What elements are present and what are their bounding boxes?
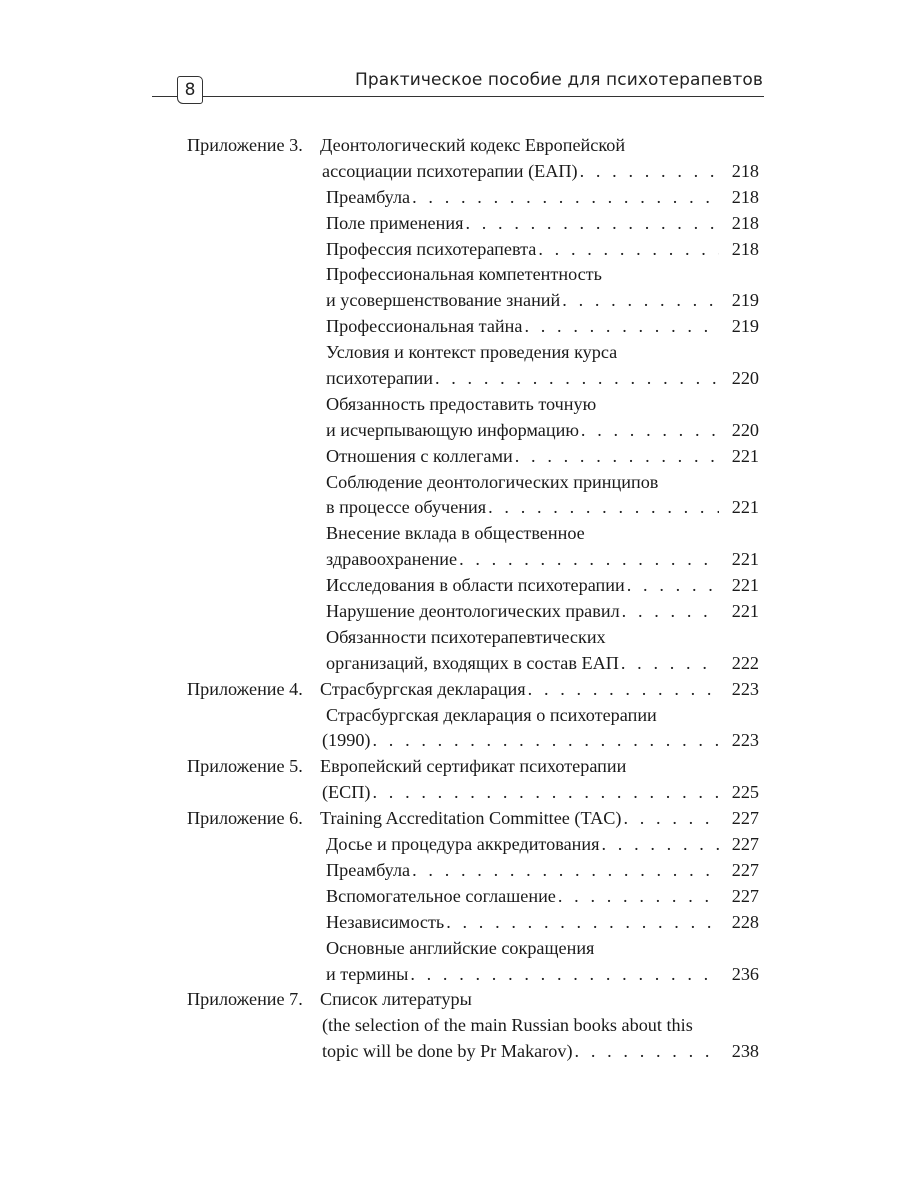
- toc-row: [0, 340, 900, 366]
- toc-row: [0, 884, 900, 910]
- toc-entry: [326, 962, 900, 988]
- toc-entry-title: Независимость: [326, 910, 446, 936]
- toc-row: [0, 159, 900, 185]
- toc-entry: [326, 547, 900, 573]
- toc-page-number: 220: [731, 419, 759, 440]
- toc-page-number: 227: [731, 859, 759, 880]
- appendix-label: Приложение 3.: [187, 135, 303, 155]
- toc-entry-title: Training Accreditation Committee (TAC): [320, 806, 623, 832]
- toc-entry-title: ассоциации психотерапии (ЕАП): [322, 159, 580, 185]
- toc-entry: [326, 884, 900, 910]
- appendix-label: Приложение 4.: [187, 678, 303, 699]
- toc-entry-title: Поле применения: [326, 211, 465, 237]
- toc-row: [0, 910, 900, 936]
- toc-entry-title: Обязанность предоставить точную: [326, 393, 597, 414]
- dot-leader: [538, 237, 719, 263]
- toc-entry-title: (1990): [322, 728, 373, 754]
- toc-entry-title: и усовершенствование знаний: [326, 288, 562, 314]
- toc-page-number: 222: [731, 652, 759, 673]
- toc-page-number: 228: [731, 911, 759, 932]
- toc-row: [0, 133, 900, 159]
- toc-page-number: 218: [731, 186, 759, 207]
- toc-entry: [326, 211, 900, 237]
- dot-leader: [488, 495, 719, 521]
- toc-row: [0, 314, 900, 340]
- toc-entry: [326, 599, 900, 625]
- toc-entry: [320, 806, 900, 832]
- dot-leader: [459, 547, 719, 573]
- toc-row: [0, 599, 900, 625]
- toc-row: [0, 547, 900, 573]
- toc-page-number: 221: [731, 575, 759, 596]
- toc-entry-title: в процессе обучения: [326, 495, 488, 521]
- dot-leader: [373, 728, 720, 754]
- running-title: Практическое пособие для психотерапевтов: [355, 70, 763, 90]
- dot-leader: [621, 651, 719, 677]
- toc-row: [0, 677, 900, 703]
- header-rule-right: [202, 96, 764, 97]
- appendix-label: Приложение 7.: [187, 989, 303, 1010]
- toc-row: [0, 1039, 900, 1065]
- dot-leader: [515, 444, 719, 470]
- toc-entry: [326, 288, 900, 314]
- toc-row: [0, 728, 900, 754]
- toc-row: [0, 858, 900, 884]
- toc-page-number: 219: [731, 316, 759, 337]
- toc-row: [0, 780, 900, 806]
- appendix-label: Приложение 5.: [187, 756, 303, 777]
- toc-row: [0, 1013, 900, 1039]
- toc-page-number: 223: [731, 730, 759, 751]
- toc-entry-title: Соблюдение деонтологических принципов: [326, 471, 659, 492]
- toc-entry: [326, 573, 900, 599]
- toc-entry-title: Вспомогательное соглашение: [326, 884, 558, 910]
- toc-entry-title: Отношения с коллегами: [326, 444, 515, 470]
- toc-entry-title: Основные английские сокращения: [326, 937, 595, 958]
- toc-row: [0, 962, 900, 988]
- toc-entry-title: Условия и контекст проведения курса: [326, 342, 618, 363]
- dot-leader: [581, 418, 719, 444]
- toc-entry-title: Внесение вклада в общественное: [326, 523, 585, 544]
- toc-entry-title: Профессиональная компетентность: [326, 264, 602, 285]
- toc-page-number: 221: [731, 497, 759, 518]
- running-header: [0, 0, 900, 110]
- toc-page-number: 238: [731, 1041, 759, 1062]
- toc-page-number: 225: [731, 782, 759, 803]
- toc-entry-title: здравоохранение: [326, 547, 459, 573]
- toc-row: [0, 987, 900, 1013]
- dot-leader: [465, 211, 719, 237]
- toc-page-number: 221: [731, 445, 759, 466]
- dot-leader: [627, 573, 719, 599]
- toc-row: [0, 625, 900, 651]
- toc-row: [0, 936, 900, 962]
- toc-page-number: 218: [731, 160, 759, 181]
- toc-entry-title: Исследования в области психотерапии: [326, 573, 627, 599]
- dot-leader: [524, 314, 719, 340]
- toc-entry-title: Европейский сертификат психотерапии: [320, 756, 627, 777]
- toc-entry-title: Обязанности психотерапевтических: [326, 626, 606, 647]
- toc-row: [0, 288, 900, 314]
- dot-leader: [623, 806, 719, 832]
- toc-row: [0, 832, 900, 858]
- toc-page-number: 221: [731, 549, 759, 570]
- dot-leader: [558, 884, 719, 910]
- toc-entry: [326, 418, 900, 444]
- toc-entry-title: Список литературы: [320, 989, 472, 1010]
- toc-row: [0, 754, 900, 780]
- toc-row: [0, 573, 900, 599]
- toc-row: [0, 418, 900, 444]
- toc-entry: [326, 495, 900, 521]
- dot-leader: [412, 858, 719, 884]
- toc-entry-title: (ЕСП): [322, 780, 373, 806]
- toc-entry: [322, 1039, 900, 1065]
- toc-entry: [322, 159, 900, 185]
- dot-leader: [373, 780, 720, 806]
- toc-row: [0, 521, 900, 547]
- dot-leader: [412, 185, 719, 211]
- toc-page-number: 221: [731, 601, 759, 622]
- toc-entry: [326, 832, 900, 858]
- toc-page-number: 218: [731, 238, 759, 259]
- toc-row: [0, 237, 900, 263]
- toc-row: [0, 392, 900, 418]
- toc-entry-title: Профессиональная тайна: [326, 314, 524, 340]
- dot-leader: [601, 832, 719, 858]
- toc-entry: [326, 910, 900, 936]
- toc-entry-title: и термины: [326, 962, 410, 988]
- toc-entry-title: Страсбургская декларация о психотерапии: [326, 704, 657, 725]
- toc-entry: [322, 780, 900, 806]
- toc-entry-title: Нарушение деонтологических правил: [326, 599, 622, 625]
- toc-row: [0, 806, 900, 832]
- dot-leader: [580, 159, 719, 185]
- toc-entry-title: и исчерпывающую информацию: [326, 418, 581, 444]
- dot-leader: [528, 677, 719, 703]
- toc-entry: [326, 185, 900, 211]
- toc-page-number: 220: [731, 368, 759, 389]
- toc-entry-title: Профессия психотерапевта: [326, 237, 538, 263]
- toc-entry: [326, 858, 900, 884]
- toc-row: [0, 444, 900, 470]
- toc-page-number: 219: [731, 290, 759, 311]
- toc-row: [0, 262, 900, 288]
- dot-leader: [575, 1039, 719, 1065]
- toc-entry-title: Преамбула: [326, 185, 412, 211]
- toc-page-number: 218: [731, 212, 759, 233]
- toc-row: [0, 495, 900, 521]
- table-of-contents: [0, 133, 900, 1065]
- toc-entry: [320, 677, 900, 703]
- toc-entry: [326, 237, 900, 263]
- appendix-label: Приложение 6.: [187, 808, 303, 829]
- header-rule-left: [152, 96, 177, 97]
- toc-row: [0, 366, 900, 392]
- toc-entry: [322, 728, 900, 754]
- toc-row: [0, 185, 900, 211]
- toc-entry-title: психотерапии: [326, 366, 435, 392]
- toc-row: [0, 211, 900, 237]
- toc-entry-title: topic will be done by Pr Makarov): [322, 1039, 575, 1065]
- toc-entry-title: Страсбургская декларация: [320, 677, 528, 703]
- dot-leader: [622, 599, 719, 625]
- toc-entry-title: Досье и процедура аккредитования: [326, 832, 601, 858]
- toc-row: [0, 470, 900, 496]
- toc-page-number: 227: [731, 885, 759, 906]
- toc-page-number: 227: [731, 834, 759, 855]
- toc-entry-title: Преамбула: [326, 858, 412, 884]
- dot-leader: [562, 288, 719, 314]
- toc-entry-title: (the selection of the main Russian books about this: [322, 1015, 693, 1036]
- toc-row: [0, 703, 900, 729]
- toc-entry-title: Деонтологический кодекс Европейской: [320, 135, 626, 155]
- toc-page-number: 227: [731, 808, 759, 829]
- toc-entry: [326, 366, 900, 392]
- toc-row: [0, 651, 900, 677]
- toc-entry: [326, 651, 900, 677]
- dot-leader: [410, 962, 719, 988]
- dot-leader: [435, 366, 719, 392]
- toc-entry: [326, 444, 900, 470]
- page-number: 8: [177, 76, 203, 104]
- toc-entry-title: организаций, входящих в состав ЕАП: [326, 651, 621, 677]
- toc-page-number: 223: [731, 678, 759, 699]
- dot-leader: [446, 910, 719, 936]
- toc-page-number: 236: [731, 963, 759, 984]
- toc-entry: [326, 314, 900, 340]
